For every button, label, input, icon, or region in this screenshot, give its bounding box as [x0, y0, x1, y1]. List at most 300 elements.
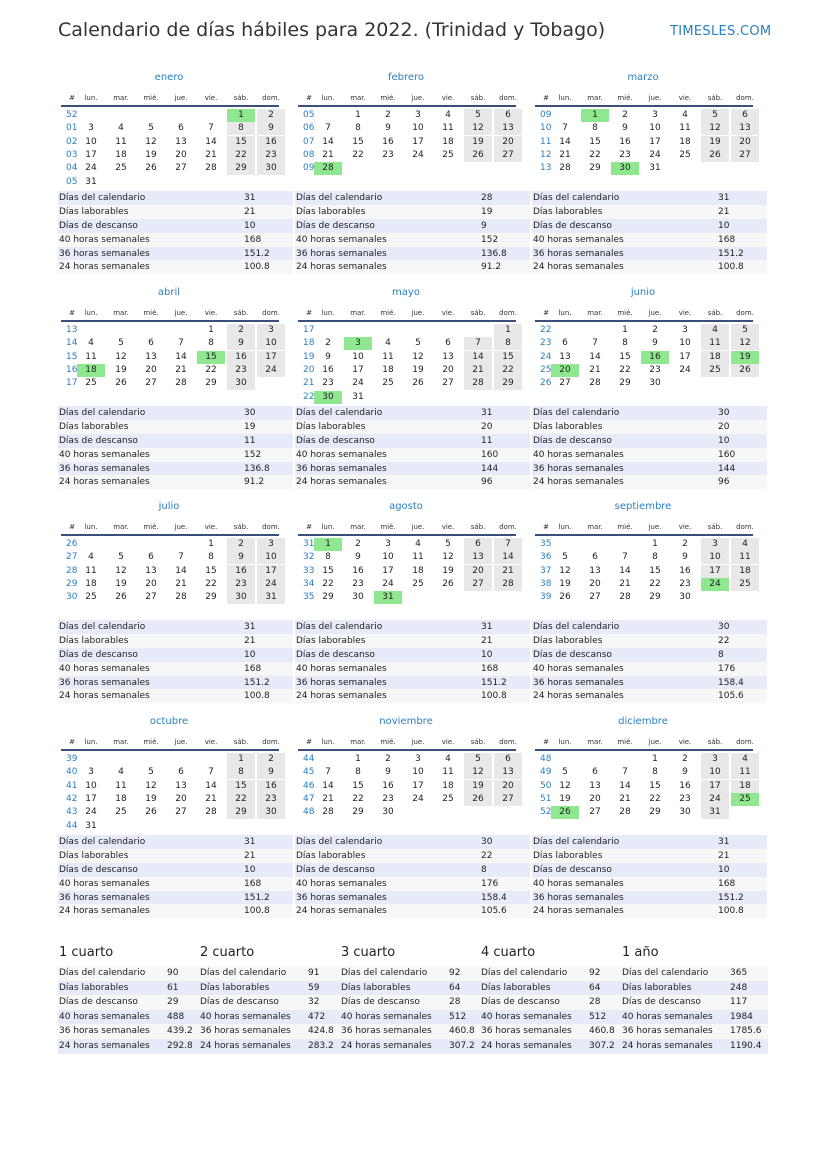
- day-cell[interactable]: 2: [385, 110, 391, 120]
- day-cell[interactable]: 15: [197, 351, 225, 364]
- day-cell[interactable]: 20: [145, 364, 157, 375]
- day-cell[interactable]: 15: [619, 351, 631, 362]
- day-cell[interactable]: 12: [412, 351, 424, 362]
- day-cell[interactable]: 20: [464, 565, 492, 578]
- day-cell[interactable]: 30: [679, 807, 691, 818]
- day-cell[interactable]: 8: [592, 123, 598, 134]
- day-cell[interactable]: 9: [622, 123, 628, 134]
- day-cell[interactable]: 13: [175, 780, 187, 791]
- day-cell[interactable]: 24: [257, 578, 285, 591]
- day-cell[interactable]: 9: [227, 337, 255, 350]
- day-cell[interactable]: 28: [175, 378, 187, 389]
- day-cell[interactable]: 17: [701, 565, 729, 578]
- day-cell[interactable]: 3: [385, 539, 391, 549]
- day-cell[interactable]: 26: [145, 163, 157, 174]
- day-cell[interactable]: 9: [325, 351, 331, 362]
- day-cell[interactable]: 11: [442, 123, 454, 134]
- day-cell[interactable]: 25: [412, 578, 424, 589]
- day-cell[interactable]: 3: [88, 767, 94, 778]
- day-cell[interactable]: 30: [227, 377, 255, 390]
- day-cell[interactable]: 27: [559, 378, 571, 389]
- day-cell[interactable]: 14: [494, 551, 522, 564]
- day-cell[interactable]: 24: [85, 807, 97, 818]
- day-cell[interactable]: 24: [352, 378, 364, 389]
- day-cell[interactable]: 12: [731, 337, 759, 350]
- day-cell[interactable]: 2: [325, 338, 331, 349]
- day-cell[interactable]: 4: [88, 552, 94, 563]
- day-cell[interactable]: 26: [701, 149, 729, 162]
- day-cell[interactable]: 12: [559, 780, 571, 791]
- day-cell[interactable]: 4: [701, 324, 729, 337]
- day-cell[interactable]: 19: [464, 780, 492, 793]
- day-cell[interactable]: 9: [652, 338, 658, 349]
- day-cell[interactable]: 8: [494, 337, 522, 350]
- day-cell[interactable]: 12: [115, 565, 127, 576]
- day-cell[interactable]: 15: [227, 780, 255, 793]
- day-cell[interactable]: 18: [77, 364, 105, 377]
- day-cell[interactable]: 4: [682, 110, 688, 120]
- day-cell[interactable]: 19: [731, 351, 759, 364]
- day-cell[interactable]: 16: [257, 780, 285, 793]
- day-cell[interactable]: 14: [322, 136, 334, 147]
- day-cell[interactable]: 10: [649, 123, 661, 134]
- day-cell[interactable]: 3: [415, 110, 421, 120]
- day-cell[interactable]: 17: [257, 351, 285, 364]
- day-cell[interactable]: 13: [442, 351, 454, 362]
- day-cell[interactable]: 6: [148, 552, 154, 563]
- day-cell[interactable]: 5: [562, 552, 568, 563]
- day-cell[interactable]: 2: [652, 325, 658, 335]
- day-cell[interactable]: 5: [118, 338, 124, 349]
- day-cell[interactable]: 12: [559, 565, 571, 576]
- day-cell[interactable]: 5: [464, 753, 492, 766]
- day-cell[interactable]: 14: [619, 565, 631, 576]
- day-cell[interactable]: 23: [382, 793, 394, 804]
- day-cell[interactable]: 14: [175, 565, 187, 576]
- day-cell[interactable]: 27: [589, 807, 601, 818]
- day-cell[interactable]: 7: [208, 767, 214, 778]
- day-cell[interactable]: 2: [227, 538, 255, 551]
- day-cell[interactable]: 4: [118, 767, 124, 778]
- day-cell[interactable]: 2: [257, 753, 285, 766]
- day-cell[interactable]: 18: [731, 780, 759, 793]
- day-cell[interactable]: 22: [589, 149, 601, 160]
- day-cell[interactable]: 11: [731, 766, 759, 779]
- day-cell[interactable]: 11: [115, 136, 127, 147]
- day-cell[interactable]: 7: [178, 552, 184, 563]
- day-cell[interactable]: 16: [382, 136, 394, 147]
- day-cell[interactable]: 5: [445, 539, 451, 549]
- day-cell[interactable]: 25: [115, 807, 127, 818]
- day-cell[interactable]: 2: [385, 754, 391, 764]
- day-cell[interactable]: 18: [412, 565, 424, 576]
- day-cell[interactable]: 13: [145, 351, 157, 362]
- day-cell[interactable]: 18: [731, 565, 759, 578]
- day-cell[interactable]: 5: [562, 767, 568, 778]
- day-cell[interactable]: 29: [649, 592, 661, 603]
- day-cell[interactable]: 16: [679, 780, 691, 791]
- day-cell[interactable]: 18: [85, 578, 97, 589]
- day-cell[interactable]: 9: [257, 122, 285, 135]
- day-cell[interactable]: 18: [679, 136, 691, 147]
- day-cell[interactable]: 13: [494, 766, 522, 779]
- day-cell[interactable]: 9: [385, 767, 391, 778]
- day-cell[interactable]: 5: [464, 109, 492, 122]
- day-cell[interactable]: 16: [227, 351, 255, 364]
- day-cell[interactable]: 7: [325, 767, 331, 778]
- day-cell[interactable]: 16: [679, 565, 691, 576]
- day-cell[interactable]: 24: [701, 578, 729, 591]
- day-cell[interactable]: 22: [322, 578, 334, 589]
- day-cell[interactable]: 2: [227, 324, 255, 337]
- day-cell[interactable]: 19: [145, 149, 157, 160]
- day-cell[interactable]: 17: [85, 793, 97, 804]
- day-cell[interactable]: 14: [175, 351, 187, 362]
- day-cell[interactable]: 23: [257, 149, 285, 162]
- day-cell[interactable]: 17: [352, 364, 364, 375]
- day-cell[interactable]: 9: [355, 552, 361, 563]
- day-cell[interactable]: 30: [227, 591, 255, 604]
- day-cell[interactable]: 24: [701, 793, 729, 806]
- day-cell[interactable]: 22: [205, 364, 217, 375]
- day-cell[interactable]: 22: [227, 149, 255, 162]
- day-cell[interactable]: 26: [115, 592, 127, 603]
- day-cell[interactable]: 12: [145, 780, 157, 791]
- day-cell[interactable]: 29: [322, 592, 334, 603]
- day-cell[interactable]: 1: [622, 325, 628, 335]
- day-cell[interactable]: 9: [682, 552, 688, 563]
- day-cell[interactable]: 21: [175, 364, 187, 375]
- day-cell[interactable]: 23: [257, 793, 285, 806]
- day-cell[interactable]: 12: [145, 136, 157, 147]
- day-cell[interactable]: 8: [622, 338, 628, 349]
- day-cell[interactable]: 10: [85, 780, 97, 791]
- day-cell[interactable]: 3: [701, 538, 729, 551]
- day-cell[interactable]: 16: [382, 780, 394, 791]
- day-cell[interactable]: 15: [352, 136, 364, 147]
- day-cell[interactable]: 3: [88, 123, 94, 134]
- day-cell[interactable]: 11: [382, 351, 394, 362]
- day-cell[interactable]: 13: [589, 780, 601, 791]
- day-cell[interactable]: 30: [679, 592, 691, 603]
- day-cell[interactable]: 6: [445, 338, 451, 349]
- day-cell[interactable]: 3: [257, 324, 285, 337]
- day-cell[interactable]: 4: [385, 338, 391, 349]
- day-cell[interactable]: 31: [374, 591, 402, 604]
- day-cell[interactable]: 27: [494, 149, 522, 162]
- day-cell[interactable]: 21: [559, 149, 571, 160]
- day-cell[interactable]: 20: [442, 364, 454, 375]
- day-cell[interactable]: 28: [175, 592, 187, 603]
- day-cell[interactable]: 18: [115, 793, 127, 804]
- day-cell[interactable]: 1: [494, 324, 522, 337]
- day-cell[interactable]: 30: [314, 391, 342, 404]
- day-cell[interactable]: 28: [205, 807, 217, 818]
- day-cell[interactable]: 16: [641, 351, 669, 364]
- day-cell[interactable]: 17: [257, 565, 285, 578]
- day-cell[interactable]: 3: [701, 753, 729, 766]
- day-cell[interactable]: 7: [494, 538, 522, 551]
- day-cell[interactable]: 22: [649, 793, 661, 804]
- day-cell[interactable]: 2: [257, 109, 285, 122]
- day-cell[interactable]: 14: [559, 136, 571, 147]
- day-cell[interactable]: 29: [494, 377, 522, 390]
- day-cell[interactable]: 27: [589, 592, 601, 603]
- day-cell[interactable]: 10: [257, 337, 285, 350]
- day-cell[interactable]: 8: [208, 338, 214, 349]
- day-cell[interactable]: 6: [592, 552, 598, 563]
- day-cell[interactable]: 19: [115, 364, 127, 375]
- day-cell[interactable]: 1: [581, 109, 609, 122]
- day-cell[interactable]: 4: [731, 753, 759, 766]
- day-cell[interactable]: 29: [589, 163, 601, 174]
- day-cell[interactable]: 12: [442, 552, 454, 563]
- day-cell[interactable]: 2: [682, 754, 688, 764]
- day-cell[interactable]: 10: [701, 766, 729, 779]
- day-cell[interactable]: 4: [731, 538, 759, 551]
- day-cell[interactable]: 7: [208, 123, 214, 134]
- day-cell[interactable]: 7: [622, 552, 628, 563]
- day-cell[interactable]: 29: [352, 807, 364, 818]
- day-cell[interactable]: 10: [382, 552, 394, 563]
- site-link[interactable]: TIMESLES.COM: [670, 24, 772, 39]
- day-cell[interactable]: 6: [464, 538, 492, 551]
- day-cell[interactable]: 30: [611, 162, 639, 175]
- day-cell[interactable]: 19: [701, 136, 729, 149]
- day-cell[interactable]: 19: [464, 136, 492, 149]
- day-cell[interactable]: 16: [352, 565, 364, 576]
- day-cell[interactable]: 8: [355, 123, 361, 134]
- day-cell[interactable]: 27: [145, 378, 157, 389]
- day-cell[interactable]: 1: [355, 110, 361, 120]
- day-cell[interactable]: 24: [412, 793, 424, 804]
- day-cell[interactable]: 12: [701, 122, 729, 135]
- day-cell[interactable]: 5: [731, 324, 759, 337]
- day-cell[interactable]: 13: [559, 351, 571, 362]
- day-cell[interactable]: 11: [412, 552, 424, 563]
- day-cell[interactable]: 7: [325, 123, 331, 134]
- day-cell[interactable]: 10: [412, 123, 424, 134]
- day-cell[interactable]: 18: [442, 780, 454, 791]
- day-cell[interactable]: 28: [589, 378, 601, 389]
- day-cell[interactable]: 15: [227, 136, 255, 149]
- day-cell[interactable]: 11: [85, 351, 97, 362]
- day-cell[interactable]: 27: [145, 592, 157, 603]
- day-cell[interactable]: 20: [145, 578, 157, 589]
- day-cell[interactable]: 28: [205, 163, 217, 174]
- day-cell[interactable]: 9: [385, 123, 391, 134]
- day-cell[interactable]: 10: [352, 351, 364, 362]
- day-cell[interactable]: 31: [85, 176, 97, 187]
- day-cell[interactable]: 31: [85, 820, 97, 831]
- day-cell[interactable]: 22: [494, 364, 522, 377]
- day-cell[interactable]: 27: [731, 149, 759, 162]
- day-cell[interactable]: 25: [442, 149, 454, 160]
- day-cell[interactable]: 13: [464, 551, 492, 564]
- day-cell[interactable]: 4: [118, 123, 124, 134]
- day-cell[interactable]: 18: [382, 364, 394, 375]
- day-cell[interactable]: 1: [652, 539, 658, 549]
- day-cell[interactable]: 23: [649, 364, 661, 375]
- day-cell[interactable]: 11: [701, 337, 729, 350]
- day-cell[interactable]: 26: [464, 793, 492, 806]
- day-cell[interactable]: 6: [178, 767, 184, 778]
- day-cell[interactable]: 6: [592, 767, 598, 778]
- day-cell[interactable]: 29: [649, 807, 661, 818]
- day-cell[interactable]: 11: [731, 551, 759, 564]
- day-cell[interactable]: 14: [205, 780, 217, 791]
- day-cell[interactable]: 2: [682, 539, 688, 549]
- day-cell[interactable]: 3: [415, 754, 421, 764]
- day-cell[interactable]: 30: [257, 806, 285, 819]
- day-cell[interactable]: 8: [355, 767, 361, 778]
- day-cell[interactable]: 28: [494, 578, 522, 591]
- day-cell[interactable]: 21: [589, 364, 601, 375]
- day-cell[interactable]: 10: [679, 338, 691, 349]
- day-cell[interactable]: 19: [559, 793, 571, 804]
- day-cell[interactable]: 31: [701, 806, 729, 819]
- day-cell[interactable]: 27: [175, 807, 187, 818]
- day-cell[interactable]: 24: [412, 149, 424, 160]
- day-cell[interactable]: 19: [559, 578, 571, 589]
- day-cell[interactable]: 16: [257, 136, 285, 149]
- day-cell[interactable]: 8: [652, 767, 658, 778]
- day-cell[interactable]: 20: [589, 793, 601, 804]
- day-cell[interactable]: 27: [175, 163, 187, 174]
- day-cell[interactable]: 11: [442, 767, 454, 778]
- day-cell[interactable]: 23: [679, 793, 691, 804]
- day-cell[interactable]: 7: [622, 767, 628, 778]
- day-cell[interactable]: 15: [649, 780, 661, 791]
- day-cell[interactable]: 8: [652, 552, 658, 563]
- day-cell[interactable]: 1: [314, 538, 342, 551]
- day-cell[interactable]: 20: [175, 149, 187, 160]
- day-cell[interactable]: 18: [442, 136, 454, 147]
- day-cell[interactable]: 22: [352, 793, 364, 804]
- day-cell[interactable]: 13: [731, 122, 759, 135]
- day-cell[interactable]: 2: [355, 539, 361, 549]
- day-cell[interactable]: 11: [679, 123, 691, 134]
- day-cell[interactable]: 21: [205, 793, 217, 804]
- day-cell[interactable]: 6: [494, 109, 522, 122]
- day-cell[interactable]: 20: [589, 578, 601, 589]
- day-cell[interactable]: 26: [442, 578, 454, 589]
- day-cell[interactable]: 13: [589, 565, 601, 576]
- day-cell[interactable]: 1: [208, 539, 214, 549]
- day-cell[interactable]: 7: [464, 337, 492, 350]
- day-cell[interactable]: 1: [227, 753, 255, 766]
- day-cell[interactable]: 5: [118, 552, 124, 563]
- day-cell[interactable]: 10: [257, 551, 285, 564]
- day-cell[interactable]: 29: [205, 592, 217, 603]
- day-cell[interactable]: 25: [85, 378, 97, 389]
- day-cell[interactable]: 27: [494, 793, 522, 806]
- day-cell[interactable]: 28: [464, 377, 492, 390]
- day-cell[interactable]: 22: [227, 793, 255, 806]
- day-cell[interactable]: 6: [494, 753, 522, 766]
- day-cell[interactable]: 16: [227, 565, 255, 578]
- day-cell[interactable]: 22: [352, 149, 364, 160]
- day-cell[interactable]: 17: [382, 565, 394, 576]
- day-cell[interactable]: 21: [494, 565, 522, 578]
- day-cell[interactable]: 1: [355, 754, 361, 764]
- day-cell[interactable]: 19: [115, 578, 127, 589]
- day-cell[interactable]: 24: [679, 364, 691, 375]
- day-cell[interactable]: 28: [619, 807, 631, 818]
- day-cell[interactable]: 28: [314, 162, 342, 175]
- day-cell[interactable]: 21: [464, 364, 492, 377]
- day-cell[interactable]: 5: [701, 109, 729, 122]
- day-cell[interactable]: 29: [619, 378, 631, 389]
- day-cell[interactable]: 17: [701, 780, 729, 793]
- day-cell[interactable]: 3: [344, 337, 372, 350]
- day-cell[interactable]: 21: [322, 793, 334, 804]
- day-cell[interactable]: 26: [115, 378, 127, 389]
- day-cell[interactable]: 29: [227, 162, 255, 175]
- day-cell[interactable]: 29: [227, 806, 255, 819]
- day-cell[interactable]: 25: [382, 378, 394, 389]
- day-cell[interactable]: 21: [175, 578, 187, 589]
- day-cell[interactable]: 23: [679, 578, 691, 589]
- day-cell[interactable]: 25: [85, 592, 97, 603]
- day-cell[interactable]: 17: [679, 351, 691, 362]
- day-cell[interactable]: 16: [619, 136, 631, 147]
- day-cell[interactable]: 25: [679, 149, 691, 160]
- day-cell[interactable]: 3: [682, 325, 688, 335]
- day-cell[interactable]: 24: [85, 163, 97, 174]
- day-cell[interactable]: 13: [494, 122, 522, 135]
- day-cell[interactable]: 17: [649, 136, 661, 147]
- day-cell[interactable]: 15: [205, 565, 217, 576]
- day-cell[interactable]: 26: [551, 806, 579, 819]
- day-cell[interactable]: 24: [382, 578, 394, 589]
- day-cell[interactable]: 23: [619, 149, 631, 160]
- day-cell[interactable]: 6: [178, 123, 184, 134]
- day-cell[interactable]: 30: [257, 162, 285, 175]
- day-cell[interactable]: 17: [412, 780, 424, 791]
- day-cell[interactable]: 23: [382, 149, 394, 160]
- day-cell[interactable]: 24: [649, 149, 661, 160]
- day-cell[interactable]: 24: [257, 364, 285, 377]
- day-cell[interactable]: 21: [619, 793, 631, 804]
- day-cell[interactable]: 28: [619, 592, 631, 603]
- day-cell[interactable]: 14: [589, 351, 601, 362]
- day-cell[interactable]: 20: [551, 364, 579, 377]
- day-cell[interactable]: 25: [701, 364, 729, 377]
- day-cell[interactable]: 17: [85, 149, 97, 160]
- day-cell[interactable]: 10: [412, 767, 424, 778]
- day-cell[interactable]: 21: [322, 149, 334, 160]
- day-cell[interactable]: 9: [682, 767, 688, 778]
- day-cell[interactable]: 15: [649, 565, 661, 576]
- day-cell[interactable]: 21: [205, 149, 217, 160]
- day-cell[interactable]: 8: [208, 552, 214, 563]
- day-cell[interactable]: 26: [412, 378, 424, 389]
- day-cell[interactable]: 29: [205, 378, 217, 389]
- day-cell[interactable]: 3: [652, 110, 658, 120]
- day-cell[interactable]: 1: [652, 754, 658, 764]
- day-cell[interactable]: 22: [619, 364, 631, 375]
- day-cell[interactable]: 4: [445, 754, 451, 764]
- day-cell[interactable]: 25: [731, 793, 759, 806]
- day-cell[interactable]: 10: [701, 551, 729, 564]
- day-cell[interactable]: 1: [227, 109, 255, 122]
- day-cell[interactable]: 27: [464, 578, 492, 591]
- day-cell[interactable]: 13: [145, 565, 157, 576]
- day-cell[interactable]: 26: [145, 807, 157, 818]
- day-cell[interactable]: 20: [175, 793, 187, 804]
- day-cell[interactable]: 28: [559, 163, 571, 174]
